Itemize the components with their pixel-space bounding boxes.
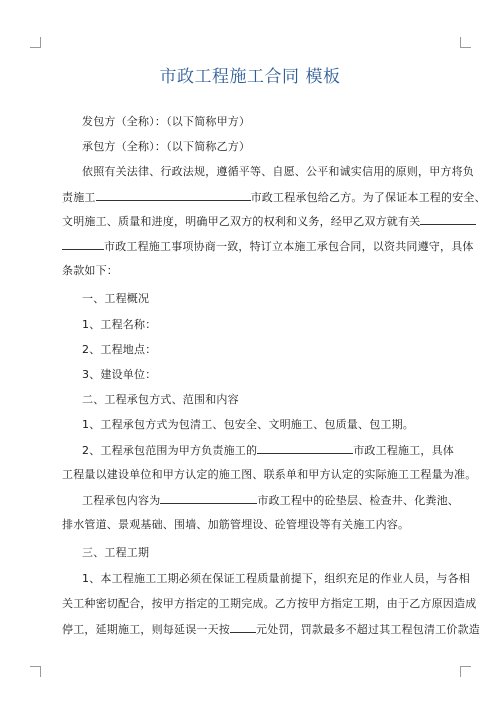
intro-text: 责施工 <box>62 191 96 204</box>
scope-text: 市政工程施工，具体 <box>353 444 455 457</box>
crop-mark-top-right <box>460 37 471 48</box>
section-2-heading: 二、工程承包方式、范围和内容 <box>82 393 239 406</box>
penalty-amount-blank[interactable] <box>230 622 256 633</box>
party-a-line: 发包方（全称）：（以下简称甲方） <box>82 115 251 128</box>
intro-text: 市政工程施工事项协商一致，特订立本施工承包合同，以资共同遵守，具体 <box>104 240 474 253</box>
content-project-blank[interactable] <box>160 493 257 504</box>
schedule-text: 停工，延期施工，则每延误一天按 <box>62 623 230 636</box>
contract-method-item: 1、工程承包方式为包清工、包安全、文明施工、包质量、包工期。 <box>82 418 414 431</box>
document-title: 市政工程施工合同 模板 <box>159 67 341 87</box>
crop-mark-bottom-right <box>460 666 471 677</box>
scope-text: 2、工程承包范围为甲方负责施工的 <box>82 444 258 457</box>
schedule-line-2: 关工种密切配合，按甲方指定的工期完成。乙方按甲方指定工期，由于乙方原因造成 <box>62 597 477 610</box>
contract-scope-line-1 <box>82 443 454 458</box>
project-name-blank[interactable] <box>96 190 251 201</box>
section-3-heading: 三、工程工期 <box>82 546 150 559</box>
schedule-line-1: 1、本工程施工工期必须在保证工程质量前提下，组织充足的作业人员，与各相 <box>82 572 470 585</box>
scope-project-blank[interactable] <box>257 443 353 454</box>
intro-line-5: 条款如下： <box>62 264 118 277</box>
agreement-blank[interactable] <box>420 214 476 225</box>
party-b-line: 承包方（全称）：（以下简称乙方） <box>82 140 251 153</box>
intro-line-2 <box>62 190 486 205</box>
project-name-blank-2[interactable] <box>62 239 104 250</box>
builder-item: 3、建设单位： <box>82 368 157 381</box>
intro-text: 市政工程承包给乙方。为了保证本工程的安全、 <box>250 191 486 204</box>
crop-mark-bottom-left <box>30 666 41 677</box>
intro-text: 文明施工、质量和进度，明确甲乙双方的权利和义务，经甲乙双方就有关 <box>62 215 421 228</box>
schedule-line-3 <box>62 622 480 637</box>
content-text: 市政工程中的砼垫层、检查井、化粪池、 <box>257 494 460 507</box>
contract-content-line-2: 排水管道、景观基础、围墙、加筋管埋设、砼管埋设等有关施工内容。 <box>62 518 410 531</box>
crop-mark-top-left <box>30 37 41 48</box>
project-location-item: 2、工程地点： <box>82 343 157 356</box>
project-name-item: 1、工程名称： <box>82 318 157 331</box>
schedule-text: 元处罚，罚款最多不超过其工程包清工价款造 <box>256 623 480 636</box>
contract-scope-line-2: 工程量以建设单位和甲方认定的施工图、联系单和甲方认定的实际施工工程量为准。 <box>62 468 477 481</box>
section-1-heading: 一、工程概况 <box>82 292 150 305</box>
intro-line-4 <box>62 239 474 254</box>
content-text: 工程承包内容为 <box>82 494 161 507</box>
intro-line-3 <box>62 214 476 229</box>
intro-line-1: 依照有关法律、行政法规，遵循平等、自愿、公平和诚实信用的原则，甲方将负 <box>82 165 474 178</box>
contract-content-line-1 <box>82 493 459 508</box>
